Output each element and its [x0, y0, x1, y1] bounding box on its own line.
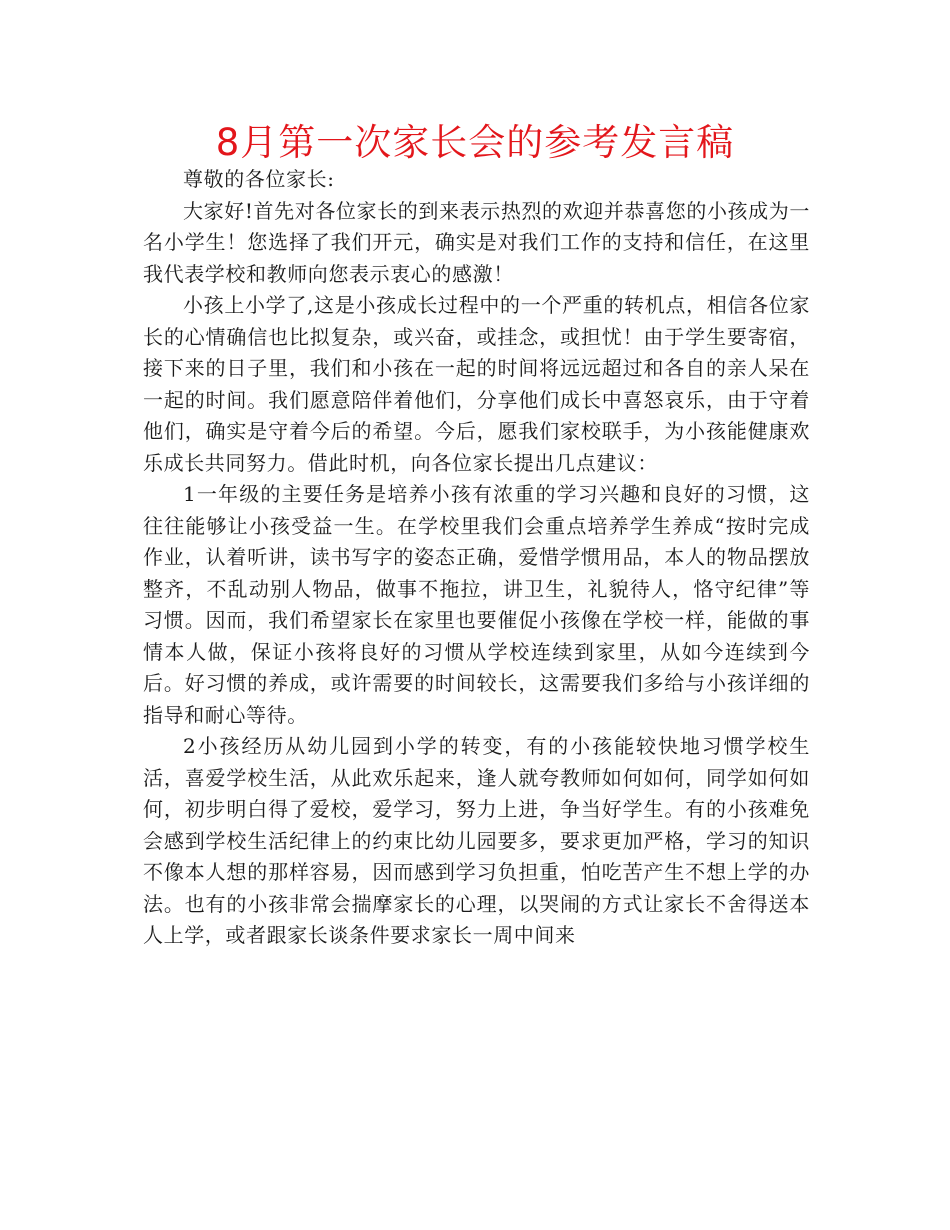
document-title: 8月第一次家长会的参考发言稿: [215, 121, 735, 164]
paragraph-suggestion-1: 1一年级的主要任务是培养小孩有浓重的学习兴趣和良好的习惯，这往往能够让小孩受益一生。在学校里我们会重点培养学生养成“按时完成作业，认着听讲，读书写字的姿态正确，爱惜学惯用品，本人的物品摆放整齐，不乱动别人物品，做事不拖拉，讲卫生，礼貌待人，恪守纪律”等习惯。因而，我们希望家长在家里也要催促小孩像在学校一样，能做的事情本人做，保证小孩将良好的习惯从学校连续到家里，从如今连续到今后。好习惯的养成，或许需要的时间较长，这需要我们多给与小孩详细的指导和耐心等待。: [143, 482, 810, 727]
paragraph-intro: 小孩上小学了,这是小孩成长过程中的一个严重的转机点，相信各位家长的心情确信也比拟复杂，或兴奋，或挂念，或担忧！由于学生要寄宿，接下来的日子里，我们和小孩在一起的时间将远远超过和各自的亲人呆在一起的时间。我们愿意陪伴着他们，分享他们成长中喜怒哀乐，由于守着他们，确实是守着今后的希望。今后，愿我们家校联手，为小孩能健康欢乐成长共同努力。借此时机，向各位家长提出几点建议：: [143, 293, 810, 475]
salutation: 尊敬的各位家长:: [183, 167, 335, 191]
paragraph-suggestion-2: 2小孩经历从幼儿园到小学的转变，有的小孩能较快地习惯学校生活，喜爱学校生活，从此欢乐起来，逢人就夸教师如何如何，同学如何如何，初步明白得了爱校，爱学习，努力上进，争当好学生。有的小孩难免会感到学校生活纪律上的约束比幼儿园要多，要求更加严格，学习的知识不像本人想的那样容易，因而感到学习负担重，怕吃苦产生不想上学的办法。也有的小孩非常会揣摩家长的心理，以哭闹的方式让家长不舍得送本人上学，或者跟家长谈条件要求家长一周中间来: [143, 734, 810, 947]
paragraph-greeting: 大家好!首先对各位家长的到来表示热烈的欢迎并恭喜您的小孩成为一名小学生！您选择了我们开元，确实是对我们工作的支持和信任，在这里我代表学校和教师向您表示衷心的感激！: [143, 198, 810, 286]
document-body: [143, 164, 810, 952]
